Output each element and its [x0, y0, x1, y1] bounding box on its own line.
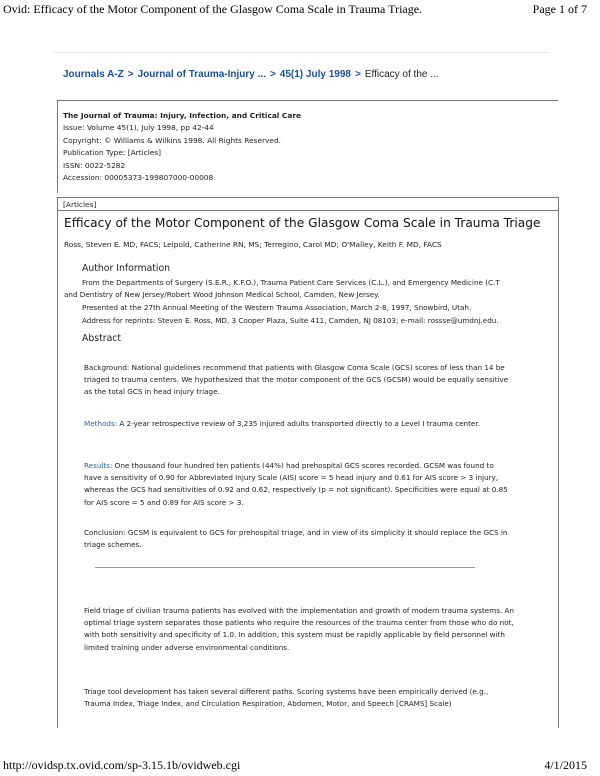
- body-paragraph-2: Triage tool development has taken several different paths. Scoring systems have been empirically derived (e.g., Trauma Index, Triage Index, and Circulation Respiration, Abdomen, Motor, and Speech [CRAMS] Scale): [84, 687, 489, 709]
- affiliation-line-2: and Dentistry of New Jersey/Robert Wood Johnson Medical School, Camden, New Jersey.: [64, 290, 380, 299]
- abstract-background: Background: National guidelines recommend that patients with Glasgow Coma Scale (GCS) scores of less than 14 be triaged to trauma centers. We hypothesized that the motor component of the GCS (GCSM) would be equally sensitive as the total GCS in head injury triage.: [84, 363, 509, 397]
- top-divider: [53, 52, 548, 53]
- print-footer-url: http://ovidsp.tx.ovid.com/sp-3.15.1b/ovidweb.cgi: [3, 758, 241, 772]
- article-type-tag: [Articles]: [63, 200, 97, 209]
- article-tag-divider: [57, 210, 558, 211]
- issue-info: Issue: Volume 45(1), July 1998, pp 42-44: [63, 123, 214, 133]
- print-footer: [0, 756, 600, 776]
- print-footer-date: 4/1/2015: [544, 758, 587, 772]
- breadcrumb-current: Efficacy of the ...: [364, 69, 439, 80]
- print-header-page-number: Page 1 of 7: [532, 2, 587, 16]
- abstract-heading[interactable]: Abstract: [82, 333, 122, 344]
- body-paragraph-1: Field triage of civilian trauma patients has evolved with the implementation and growth of modern trauma systems. An optimal triage system separates those patients who require the resources of the trauma center from those who do not, with both sensitivity and specificity of 1.0. In addition, this system must be rapidly applicable by field personnel with limited training under adverse environmental conditions.: [84, 606, 514, 652]
- print-header: [0, 0, 600, 20]
- breadcrumb-journal[interactable]: Journal of Trauma-Injury ...: [137, 69, 266, 80]
- abstract-conclusion: Conclusion: GCSM is equivalent to GCS for prehospital triage, and in view of its simplicity it should replace the GCS in triage schemes.: [84, 528, 508, 550]
- breadcrumb-journals-az[interactable]: Journals A-Z: [63, 69, 124, 80]
- affiliation-line-1: From the Departments of Surgery (S.E.R., K.F.O.), Trauma Patient Care Services (C.L.), and Emergency Medicine (C.T: [82, 278, 500, 287]
- presented-note: Presented at the 27th Annual Meeting of the Western Trauma Association, March 2-8, 1997, Snowbird, Utah.: [82, 303, 472, 312]
- methods-label: Methods: [84, 419, 115, 428]
- results-label: Results: [84, 461, 110, 470]
- citation-block: [63, 110, 301, 184]
- breadcrumb-separator: >: [269, 69, 276, 80]
- breadcrumb: [63, 69, 439, 80]
- article-title: Efficacy of the Motor Component of the Glasgow Coma Scale in Trauma Triage: [64, 216, 541, 230]
- results-text: : One thousand four hundred ten patients (44%) had prehospital GCS scores recorded. GCSM was found to have a sensitivity of 0.90 for Abbreviated Injury Scale (AIS) score = 5 head injury and 0.61 for AIS score > 3 injury, whereas the GCS had sensitivities of 0.92 and 0.62, respectively (p = not significant). Specificities were equal at 0.85 for AIS score = 5 and 0.89 for AIS score > 3.: [84, 461, 508, 507]
- abstract-results: [66, 460, 511, 509]
- issn: ISSN: 0022-5282: [63, 160, 126, 170]
- print-header-title: Ovid: Efficacy of the Motor Component of the Glasgow Coma Scale in Trauma Triage.: [3, 2, 423, 16]
- copyright: Copyright: © Williams & Wilkins 1998. All Rights Reserved.: [63, 135, 281, 145]
- breadcrumb-separator: >: [127, 69, 134, 80]
- section-divider: [95, 567, 475, 568]
- journal-title: The Journal of Trauma: Injury, Infection, and Critical Care: [63, 111, 301, 120]
- authors: Ross, Steven E. MD, FACS; Leipold, Catherine RN, MS; Terregino, Carol MD; O'Malley, Keith F. MD, FACS: [64, 240, 442, 249]
- accession: Accession: 00005373-199807000-00008: [63, 173, 214, 183]
- reprint-address: Address for reprints: Steven E. Ross, MD, 3 Cooper Plaza, Suite 411, Camden, NJ 08103; e-mail: rossse@umdnj.edu.: [82, 316, 499, 325]
- author-information-heading[interactable]: Author Information: [82, 263, 171, 274]
- abstract-methods: [66, 418, 509, 430]
- breadcrumb-issue[interactable]: 45(1) July 1998: [279, 69, 351, 80]
- methods-text: : A 2-year retrospective review of 3,235 injured adults transported directly to a Level I trauma center.: [114, 419, 480, 428]
- publication-type: Publication Type: [Articles]: [63, 148, 162, 158]
- breadcrumb-separator: >: [354, 69, 361, 80]
